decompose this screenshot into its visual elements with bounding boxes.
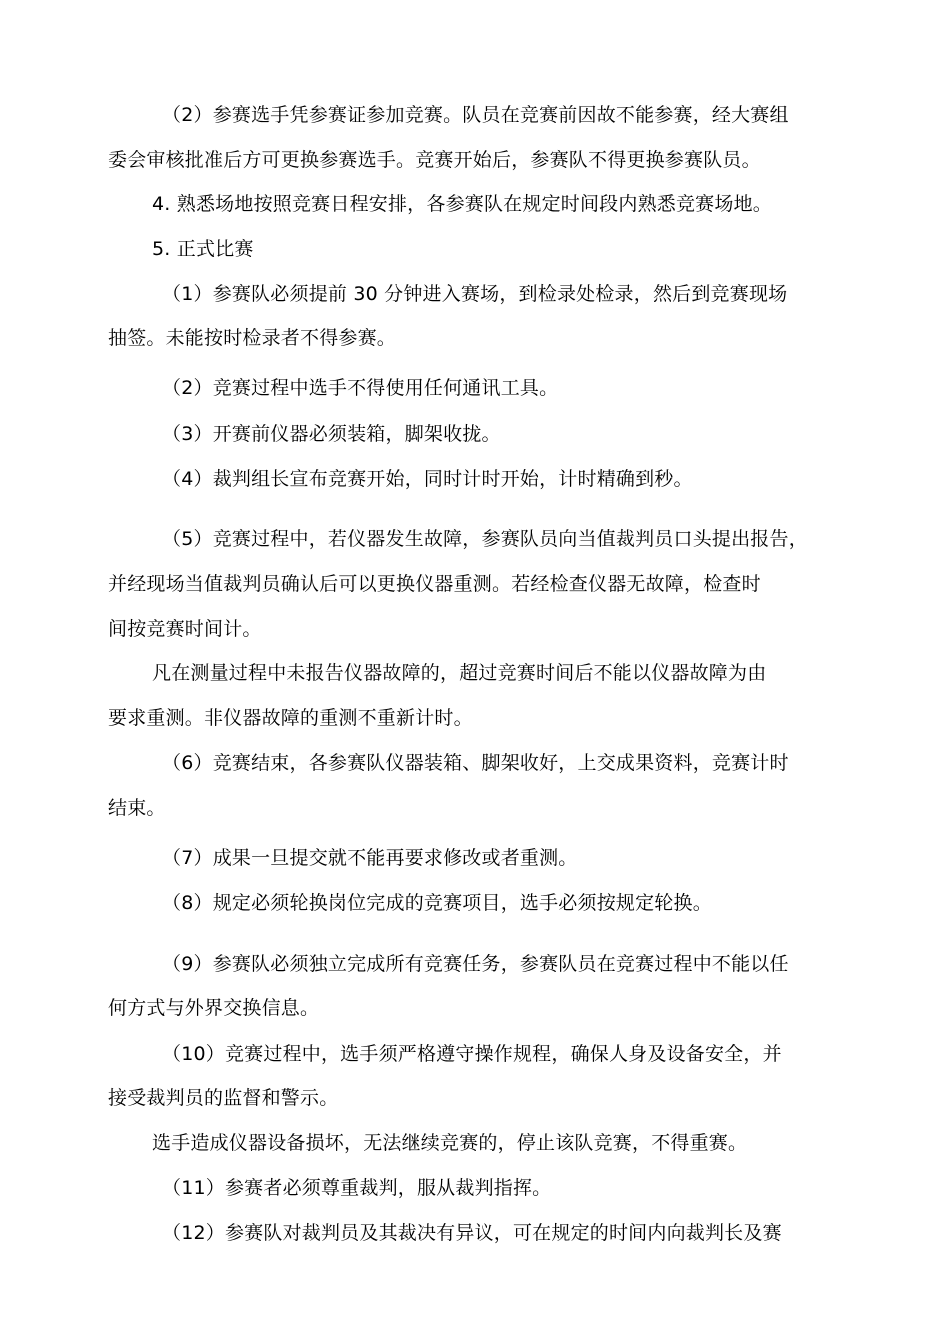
paragraph-line: 接受裁判员的监督和警示。: [108, 1087, 339, 1109]
paragraph-line: （12）参赛队对裁判员及其裁决有异议，可在规定的时间内向裁判长及赛: [162, 1222, 782, 1244]
paragraph-line: （10）竞赛过程中，选手须严格遵守操作规程，确保人身及设备安全，并: [162, 1043, 782, 1065]
paragraph-line: （3）开赛前仪器必须装箱，脚架收拢。: [162, 423, 501, 445]
paragraph-line: 委会审核批准后方可更换参赛选手。竞赛开始后，参赛队不得更换参赛队员。: [108, 149, 761, 171]
paragraph-line: （9）参赛队必须独立完成所有竞赛任务，参赛队员在竞赛过程中不能以任: [162, 953, 789, 975]
paragraph-line: 何方式与外界交换信息。: [108, 997, 320, 1019]
paragraph-line: 凡在测量过程中未报告仪器故障的，超过竞赛时间后不能以仪器故障为由: [152, 662, 767, 684]
paragraph-line: 选手造成仪器设备损坏，无法继续竞赛的，停止该队竞赛，不得重赛。: [152, 1132, 748, 1154]
paragraph-line: （5）竞赛过程中，若仪器发生故障，参赛队员向当值裁判员口头提出报告，: [162, 528, 808, 550]
paragraph-line: （1）参赛队必须提前 30 分钟进入赛场，到检录处检录，然后到竞赛现场: [162, 283, 788, 305]
paragraph-line: （2）参赛选手凭参赛证参加竞赛。队员在竞赛前因故不能参赛，经大赛组: [162, 104, 789, 126]
paragraph-line: 间按竞赛时间计。: [108, 618, 262, 640]
paragraph-line: 抽签。未能按时检录者不得参赛。: [108, 327, 397, 349]
paragraph-line: （8）规定必须轮换岗位完成的竞赛项目，选手必须按规定轮换。: [162, 892, 712, 914]
paragraph-line: 要求重测。非仪器故障的重测不重新计时。: [108, 707, 473, 729]
paragraph-line: （2）竞赛过程中选手不得使用任何通讯工具。: [162, 377, 559, 399]
section-heading-5: 5. 正式比赛: [152, 238, 254, 260]
section-heading-4: 4. 熟悉场地按照竞赛日程安排，各参赛队在规定时间段内熟悉竞赛场地。: [152, 193, 772, 215]
paragraph-line: （4）裁判组长宣布竞赛开始，同时计时开始，计时精确到秒。: [162, 468, 693, 490]
paragraph-line: （6）竞赛结束，各参赛队仪器装箱、脚架收好，上交成果资料，竞赛计时: [162, 752, 789, 774]
paragraph-line: 并经现场当值裁判员确认后可以更换仪器重测。若经检查仪器无故障，检查时: [108, 573, 761, 595]
paragraph-line: （7）成果一旦提交就不能再要求修改或者重测。: [162, 847, 578, 869]
paragraph-line: 结束。: [108, 797, 166, 819]
paragraph-line: （11）参赛者必须尊重裁判，服从裁判指挥。: [162, 1177, 552, 1199]
